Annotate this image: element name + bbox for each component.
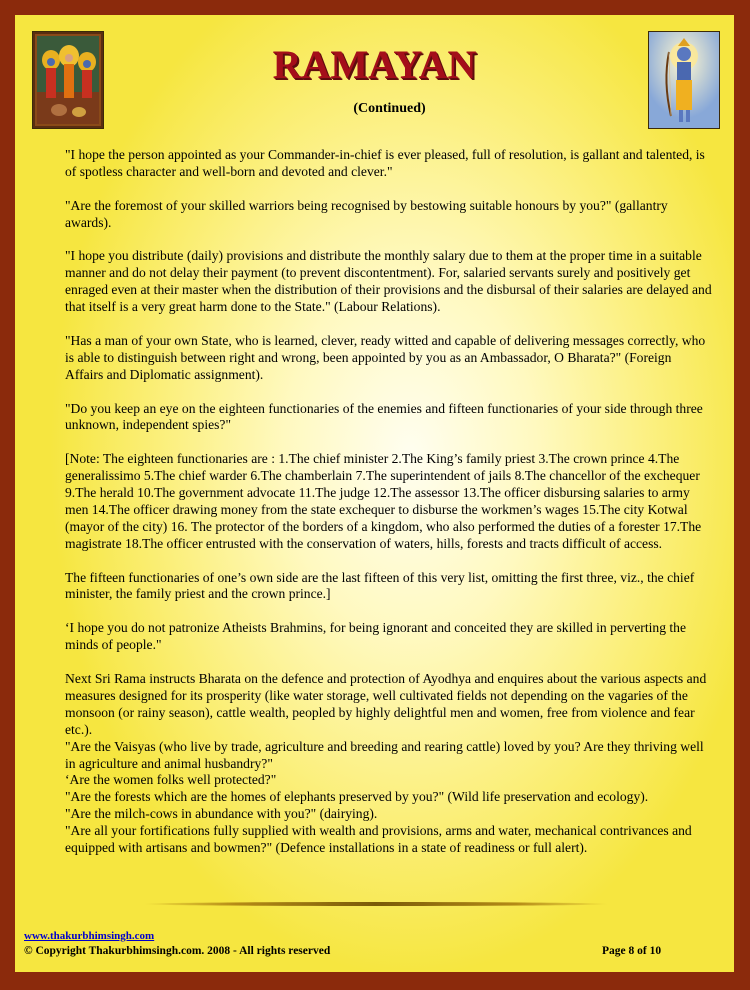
article-body [65,147,712,857]
paragraph: "Are the foremost of your skilled warriors being recognised by bestowing suitable honours by you?" (gallantry awards). [65,197,668,230]
paragraph: Next Sri Rama instructs Bharata on the defence and protection of Ayodhya and enquires about the various aspects and measures designed for its prosperity (like water storage, well cultivated fields not depending on the vagaries of the monsoon (or rainy season), cattle wealth, peopled by highly delightful men and women, free from violence and fear etc.). [65,670,707,737]
paragraph: "Are the forests which are the homes of elephants preserved by you?" (Wild life preservation and ecology). [65,789,649,805]
paragraph: "Do you keep an eye on the eighteen functionaries of the enemies and fifteen functionaries of your side through three unknown, independent spies?" [65,400,703,433]
page-title: RAMAYAN [272,42,477,87]
paragraph: "Are the Vaisyas (who live by trade, agriculture and breeding and rearing cattle) loved by you? Are they thriving well in agriculture and animal husbandry?" [65,738,704,771]
page [15,15,734,972]
paragraph: [Note: The eighteen functionaries are : 1.The chief minister 2.The King’s family priest 3.The crown prince 4.The generalissimo 5.The chief warder 6.The chamberlain 7.The superintendent of jails 8.The chancellor of the exchequer 9.The herald 10.The government advocate 11.The judge 12.The assessor 13.The officer disbursing salaries to army men 14.The officer drawing money from the state exchequer to disburse the workmen’s wages 15.The city Kotwal (mayor of the city) 16. The protector of the borders of a kingdom, who also performed the duties of a forester 17.The magistrate 18.The officer entrusted with the conservation of waters, hills, forests and tracts difficult of access. [65,451,702,551]
paragraph: ‘Are the women folks well protected?" [65,772,277,788]
copyright-text: © Copyright Thakurbhimsingh.com. 2008 - All rights reserved [24,945,331,957]
paragraph: "Has a man of your own State, who is learned, clever, ready witted and capable of delivering messages correctly, who is able to distinguish between right and wrong, been appointed by you as an Ambassador, O Bharata?" (Foreign Affairs and Diplomatic assignment). [65,332,706,382]
paragraph: "I hope the person appointed as your Commander-in-chief is ever pleased, full of resolution, is gallant and talented, is of spotless character and well-born and devoted and clever." [65,147,705,179]
page-number: Page 8 of 10 [602,945,662,957]
paragraph: "Are all your fortifications fully supplied with wealth and provisions, arms and water, mechanical contrivances and equipped with artisans and bowmen?" (Defence installations in a state of readiness or full alert). [65,823,692,856]
paragraph: ‘I hope you do not patronize Atheists Brahmins, for being ignorant and conceited they are skilled in perverting the minds of people." [65,620,686,653]
page-subtitle: (Continued) [353,101,426,116]
paragraph: "Are the milch-cows in abundance with you?" (dairying). [65,806,378,822]
paragraph: The fifteen functionaries of one’s own side are the last fifteen of this very list, omitting the first three, viz., the chief minister, the family priest and the crown prince.] [65,569,695,602]
website-link[interactable]: www.thakurbhimsingh.com [24,930,155,942]
footer-divider [143,902,609,906]
paragraph: "I hope you distribute (daily) provisions and distribute the monthly salary due to them at the proper time in a suitable manner and do not delay their payment (to prevent discontentment). For, salaried servants surely and positively get enraged even at their master when the distribution of their provisions and the disbursal of their salaries are delayed and that itself is a very great harm done to the State." (Labour Relations). [65,248,712,315]
